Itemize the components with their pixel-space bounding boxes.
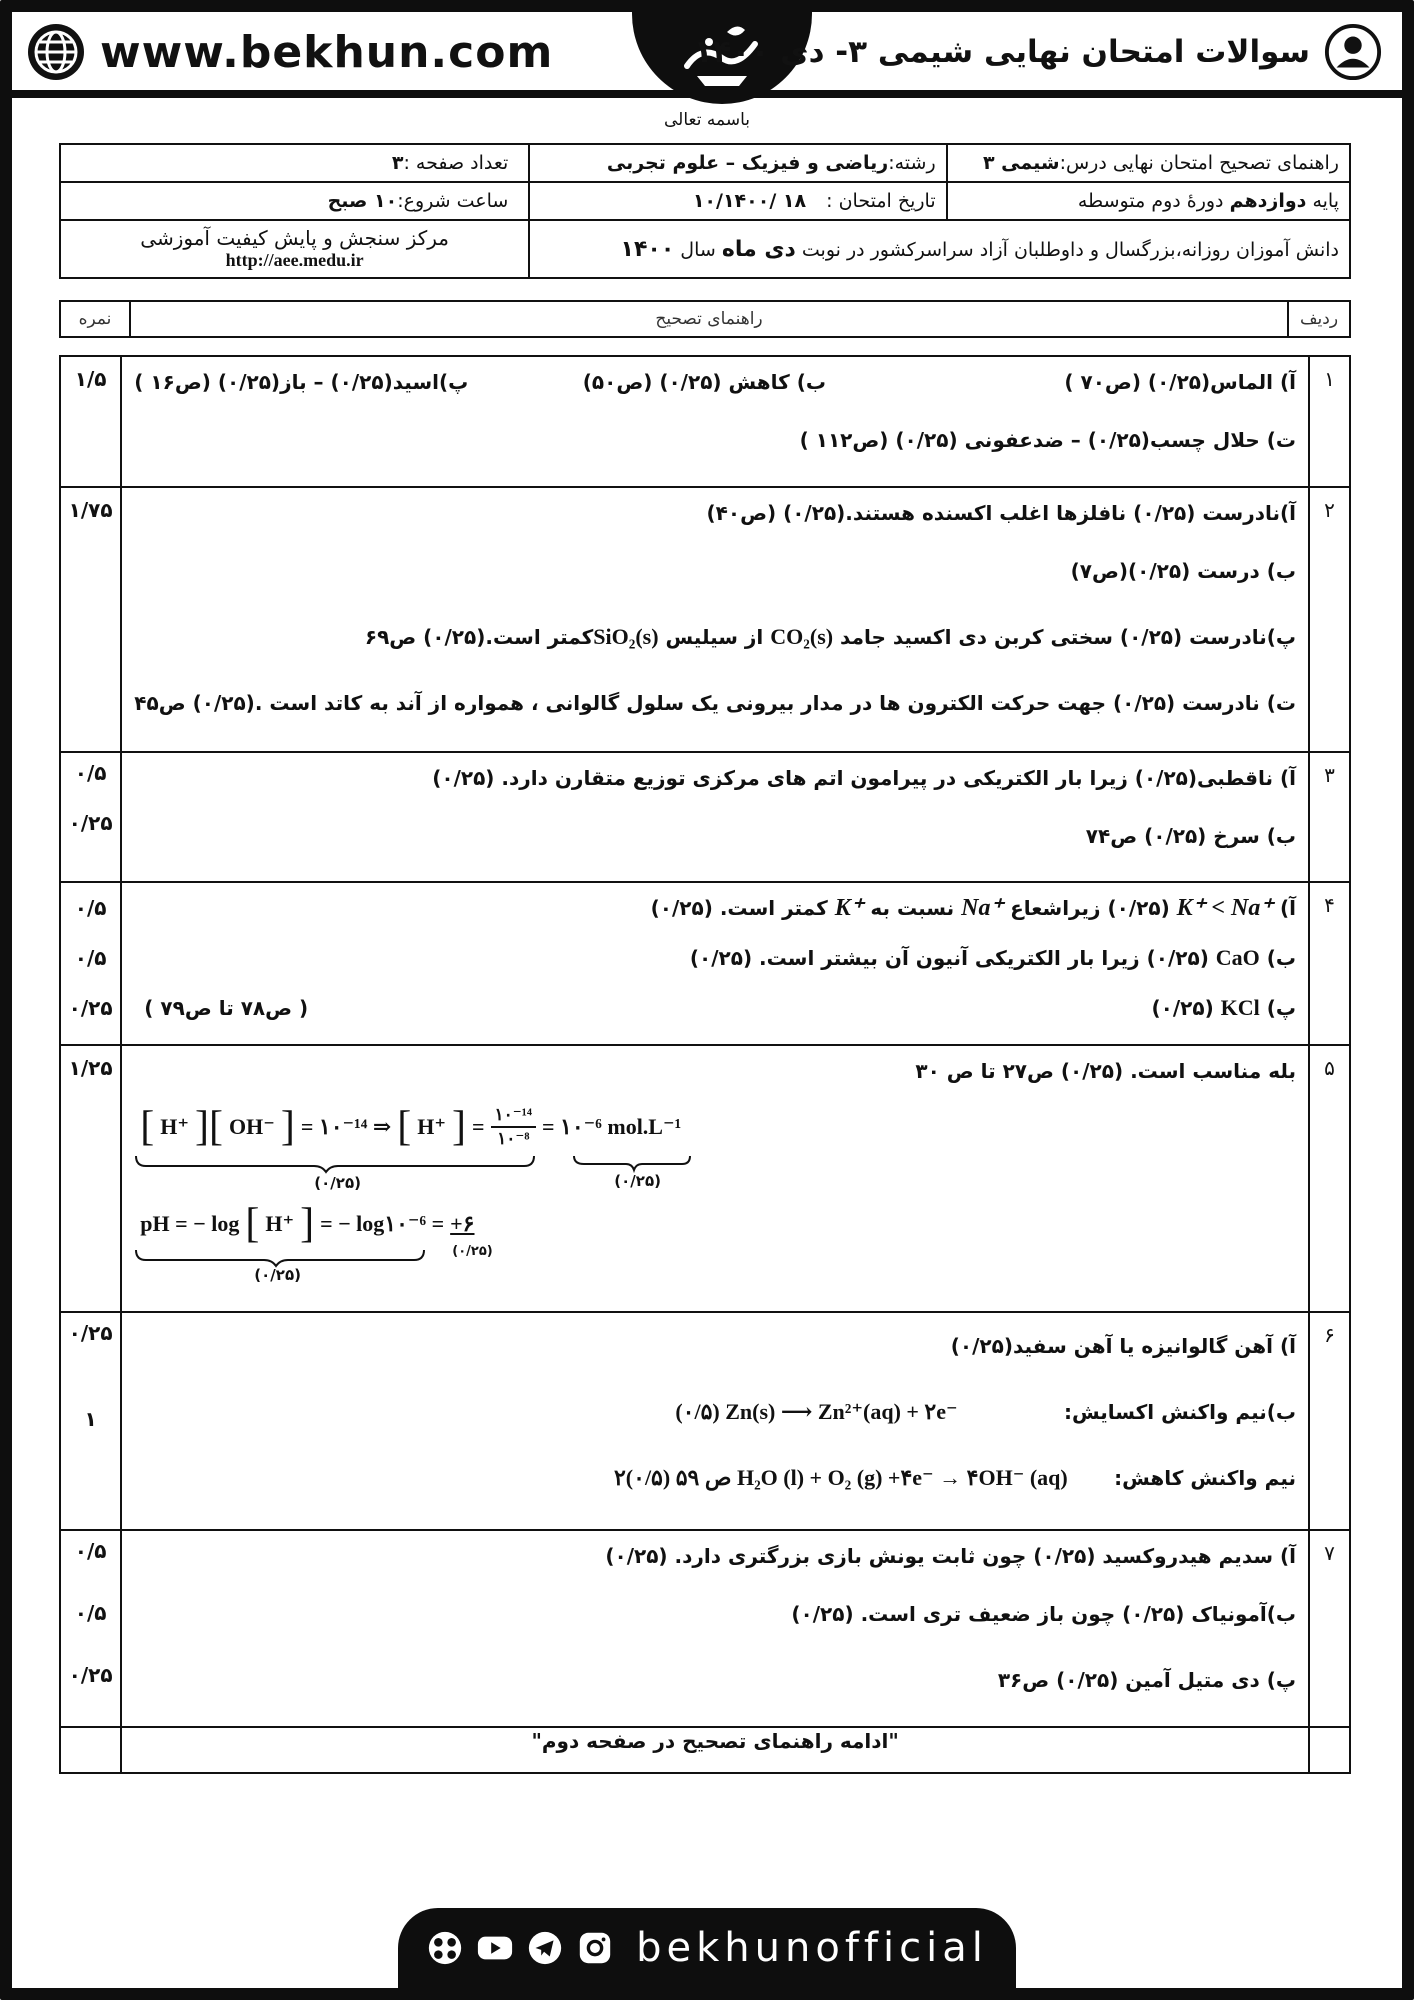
exam-date: ۱۸ /۱۰/۱۴۰۰ xyxy=(692,190,807,212)
answer-4a-part1: آ) xyxy=(1273,896,1296,920)
grade-prefix: پایه xyxy=(1306,190,1339,212)
answer-line xyxy=(134,1647,1296,1713)
course-label: راهنمای تصحیح امتحان نهایی درس: xyxy=(1059,152,1339,174)
basmale: باسمه تعالی xyxy=(664,110,750,130)
formula-kcl: KCl xyxy=(1220,995,1260,1020)
answer-line xyxy=(134,803,1296,869)
center-cell xyxy=(60,220,529,278)
answer-7b: ب)آمونیاک (۰/۲۵) چون باز ضعیف تری است. (۰/۲۵) xyxy=(791,1602,1296,1626)
answer-3b: ب) سرخ (۰/۲۵) ص۷۴ xyxy=(1085,824,1296,848)
column-header-table xyxy=(59,300,1351,338)
table-row xyxy=(60,487,1350,752)
answer-5a: بله مناسب است. (۰/۲۵) ص۲۷ تا ص ۳۰ xyxy=(915,1059,1296,1083)
top-header-bar xyxy=(12,12,1402,98)
empty-cell xyxy=(1309,1727,1350,1773)
table-row xyxy=(60,1727,1350,1773)
grade-cell xyxy=(947,182,1350,220)
answer-line xyxy=(134,670,1296,736)
answer-4a-part4: کمتر است. (۰/۲۵) xyxy=(650,896,835,920)
course-name: شیمی ۳ xyxy=(982,152,1060,174)
site-link[interactable] xyxy=(26,22,553,82)
empty-cell xyxy=(60,1727,121,1773)
answer-2b: ب) درست (۰/۲۵)(ص۷) xyxy=(1070,559,1296,583)
answer-2d: ت) نادرست (۰/۲۵) جهت حرکت الکترون ها در مدار بیرونی یک سلول گالوانی ، همواره از آند به کاتد است .(۰/۲۵) ص۴۵ xyxy=(134,691,1296,715)
answer-6a: آ) آهن گالوانیزه یا آهن سفید(۰/۲۵) xyxy=(950,1334,1296,1358)
answer-line xyxy=(134,1445,1296,1511)
answer-line xyxy=(134,753,1296,803)
answer-7c: پ) دی متیل آمین (۰/۲۵) ص۳۶ xyxy=(997,1668,1296,1692)
reduction-label: نیم واکنش کاهش: xyxy=(1114,1466,1296,1490)
start-time: ۱۰ صبح xyxy=(327,190,398,212)
formula-cao: CaO xyxy=(1215,945,1260,970)
date-label: تاریخ امتحان : xyxy=(826,190,936,212)
grade-name: دوازدهم xyxy=(1229,190,1307,212)
center-url[interactable]: http://aee.medu.ir xyxy=(225,250,364,270)
formula-na: Na⁺ xyxy=(961,895,1004,921)
score-value: ۱/۲۵ xyxy=(68,1056,113,1080)
answer-line xyxy=(134,933,1296,983)
answer-1a: آ) الماس(۰/۲۵) (ص۷۰ ) xyxy=(1064,370,1296,394)
ph-expression: pH = − log xyxy=(140,1211,240,1236)
exam-info-table xyxy=(59,143,1351,279)
table-row xyxy=(60,882,1350,1045)
answer-line xyxy=(134,1531,1296,1581)
score-value: ۰/۲۵ xyxy=(68,1321,113,1345)
log-expression: = − log۱۰⁻⁶ = xyxy=(320,1211,445,1236)
question-number: ۲ xyxy=(1309,487,1350,752)
h-ion: H⁺ xyxy=(160,1114,190,1139)
answer-4a-part3: نسبت به xyxy=(863,896,962,920)
answer-1b: ب) کاهش (۰/۲۵) (ص۵۰) xyxy=(582,370,826,394)
user-icon xyxy=(1324,23,1382,81)
answer-line xyxy=(134,357,1296,407)
mark-annotation: (۰/۲۵) xyxy=(614,1172,661,1190)
score-cell xyxy=(60,752,121,882)
start-label: ساعت شروع: xyxy=(397,190,509,212)
score-value: ۰/۵ xyxy=(74,1601,107,1625)
answer-cell xyxy=(121,1312,1309,1530)
grade-suffix: دورهٔ دوم متوسطه xyxy=(1077,190,1230,212)
answer-line xyxy=(134,488,1296,538)
center-name: مرکز سنجش و پایش کیفیت آموزشی xyxy=(140,226,449,250)
answer-2c-part2: از سیلیس xyxy=(658,625,771,649)
answer-3a: آ) ناقطبی(۰/۲۵) زیرا بار الکتریکی در پیرامون اتم های مرکزی توزیع متقارن دارد. (۰/۲۵) xyxy=(432,766,1296,790)
mark-annotation: (۰/۲۵) xyxy=(254,1266,301,1284)
social-bar xyxy=(398,1908,1016,1988)
mark-annotation: (۰/۲۵) xyxy=(452,1244,493,1259)
answer-cell xyxy=(121,1045,1309,1312)
answer-cell xyxy=(121,752,1309,882)
answer-line xyxy=(134,1046,1296,1096)
answer-cell xyxy=(121,356,1309,487)
score-value: ۱/۵ xyxy=(74,367,107,391)
answer-cell xyxy=(121,882,1309,1045)
field-label: رشته: xyxy=(888,152,936,174)
score-value: ۱/۷۵ xyxy=(68,498,113,522)
score-value: ۰/۵ xyxy=(74,946,107,970)
title-text: سوالات امتحان نهایی شیمی ۳- دی ۱۴۰۰ xyxy=(693,34,1310,70)
exam-month: دی ماه xyxy=(721,236,796,262)
score-cell xyxy=(60,1045,121,1312)
question-number: ۱ xyxy=(1309,356,1350,487)
score-value: ۰/۵ xyxy=(74,896,107,920)
start-cell xyxy=(60,182,529,220)
question-number: ۳ xyxy=(1309,752,1350,882)
aparat-icon[interactable] xyxy=(426,1929,464,1967)
oxidation-label: ب)نیم واکنش اکسایش: xyxy=(1063,1400,1296,1424)
answer-line xyxy=(134,604,1296,670)
answer-line xyxy=(134,1581,1296,1647)
site-url: www.bekhun.com xyxy=(100,26,554,78)
table-row xyxy=(60,356,1350,487)
answer-4b-part1: ب) xyxy=(1259,946,1296,970)
kw-value: = ۱۰⁻¹⁴ ⇒ xyxy=(300,1114,392,1139)
answer-7a: آ) سدیم هیدروکسید (۰/۲۵) چون ثابت یونش بازی بزرگتری دارد. (۰/۲۵) xyxy=(605,1544,1296,1568)
equation-block-2: pH = − log [ H⁺ ] = − log۱۰⁻⁶ = +۶ (۰/۲۵) (۰/۲۵) xyxy=(134,1196,1296,1286)
score-cell xyxy=(60,487,121,752)
question-number: ۷ xyxy=(1309,1530,1350,1727)
pages-count: ۳ xyxy=(391,152,404,174)
exam-year: ۱۴۰۰ xyxy=(620,236,675,262)
score-cell xyxy=(60,356,121,487)
formula-sio2: SiO₂(s) xyxy=(593,624,659,649)
candidates-cell xyxy=(529,220,1350,278)
score-value: ۰/۵ xyxy=(74,761,107,785)
fraction-numerator: ۱۰⁻¹⁴ xyxy=(491,1104,536,1128)
answer-2a: آ)نادرست (۰/۲۵) نافلزها اغلب اکسنده هستند.(۰/۲۵) (ص۴۰) xyxy=(706,501,1296,525)
score-value: ۰/۵ xyxy=(74,1539,107,1563)
answer-cell xyxy=(121,487,1309,752)
answer-line xyxy=(134,407,1296,473)
answer-4b-part2: (۰/۲۵) زیرا بار الکتریکی آنیون آن بیشتر است. (۰/۲۵) xyxy=(689,946,1216,970)
exam-title xyxy=(694,22,1382,82)
answer-2c-part3: کمتر است.(۰/۲۵) ص۶۹ xyxy=(364,625,594,649)
answer-line xyxy=(134,883,1296,933)
mark-annotation: (۰/۲۵) xyxy=(314,1174,361,1192)
answer-4c-part2: (۰/۲۵) xyxy=(1151,996,1221,1020)
col-guide: راهنمای تصحیح xyxy=(130,301,1288,337)
year-label: سال xyxy=(674,238,722,261)
answer-2c-part1: پ)نادرست (۰/۲۵) سختی کربن دی اکسید جامد xyxy=(833,625,1296,649)
page-reference: ( ص۷۸ تا ص۷۹ ) xyxy=(144,996,309,1020)
equation-block-1: [ H⁺ ][ OH⁻ ] = ۱۰⁻¹⁴ ⇒ [ H⁺ ] = ۱۰⁻¹⁴ ۱۰⁻⁸ = ۱۰⁻⁶ mol.L⁻¹ (۰/۲۵) (۰/۲۵) xyxy=(134,1096,1296,1196)
answer-4a-part2: (۰/۲۵) زیراشعاع xyxy=(1003,896,1177,920)
continuation-note: "ادامه راهنمای تصحیح در صفحه دوم" xyxy=(121,1727,1309,1773)
score-value: ۰/۲۵ xyxy=(68,811,113,835)
score-value: ۱ xyxy=(84,1407,97,1431)
score-value: ۰/۲۵ xyxy=(68,996,113,1020)
candidates-text: دانش آموزان روزانه،بزرگسال و داوطلبان آزاد سراسرکشور در نوبت xyxy=(795,238,1339,261)
answer-1c: پ)اسید(۰/۲۵) – باز(۰/۲۵) (ص۱۶ ) xyxy=(134,370,469,394)
score-cell xyxy=(60,1530,121,1727)
table-row xyxy=(60,1530,1350,1727)
answer-line xyxy=(134,1313,1296,1379)
pages-cell xyxy=(60,144,529,182)
col-score: نمره xyxy=(60,301,130,337)
field-name: ریاضی و فیزیک – علوم تجربی xyxy=(606,152,889,174)
youtube-icon[interactable] xyxy=(476,1929,514,1967)
table-row xyxy=(60,1045,1350,1312)
oh-ion: OH⁻ xyxy=(229,1114,275,1139)
h-ion-3: H⁺ xyxy=(265,1211,295,1236)
telegram-icon[interactable] xyxy=(526,1929,564,1967)
underbrace-icon xyxy=(134,1154,694,1174)
date-cell xyxy=(529,182,946,220)
answer-line xyxy=(134,1379,1296,1445)
formula-co2: CO₂(s) xyxy=(770,624,834,649)
pages-label: تعداد صفحه : xyxy=(403,152,509,174)
table-row xyxy=(60,1312,1350,1530)
reduction-equation: ص ۵۹ (۰/۵)۲ H₂O (l) + O₂ (g) +۴e⁻ → ۴OH⁻ (aq) xyxy=(613,1465,1068,1490)
col-row: ردیف xyxy=(1288,301,1350,337)
course-cell xyxy=(947,144,1350,182)
answer-cell xyxy=(121,1530,1309,1727)
h-ion-2: H⁺ xyxy=(417,1114,446,1139)
score-cell xyxy=(60,1312,121,1530)
oxidation-equation: (۰/۵) Zn(s) ⟶ Zn²⁺(aq) + ۲e⁻ xyxy=(675,1399,958,1424)
question-number: ۵ xyxy=(1309,1045,1350,1312)
question-number: ۶ xyxy=(1309,1312,1350,1530)
answer-line xyxy=(134,538,1296,604)
score-value: ۰/۲۵ xyxy=(68,1663,113,1687)
answer-line xyxy=(134,983,1296,1033)
fraction-denominator: ۱۰⁻⁸ xyxy=(497,1129,530,1148)
table-row xyxy=(60,752,1350,882)
answer-1d: ت) حلال چسب(۰/۲۵) – ضدعفونی (۰/۲۵) (ص۱۱۲ ) xyxy=(799,428,1296,452)
field-cell xyxy=(529,144,946,182)
question-number: ۴ xyxy=(1309,882,1350,1045)
formula-k-na: K⁺ < Na⁺ xyxy=(1176,895,1274,921)
concentration-result: = ۱۰⁻⁶ mol.L⁻¹ xyxy=(541,1114,682,1139)
globe-icon xyxy=(26,22,86,82)
formula-k: K⁺ xyxy=(834,895,864,921)
score-cell xyxy=(60,882,121,1045)
answer-4c-part1: پ) xyxy=(1259,996,1296,1020)
social-handle[interactable]: bekhunofficial xyxy=(636,1925,988,1971)
instagram-icon[interactable] xyxy=(576,1929,614,1967)
ph-result: +۶ xyxy=(450,1211,475,1236)
answers-table xyxy=(59,355,1351,1774)
